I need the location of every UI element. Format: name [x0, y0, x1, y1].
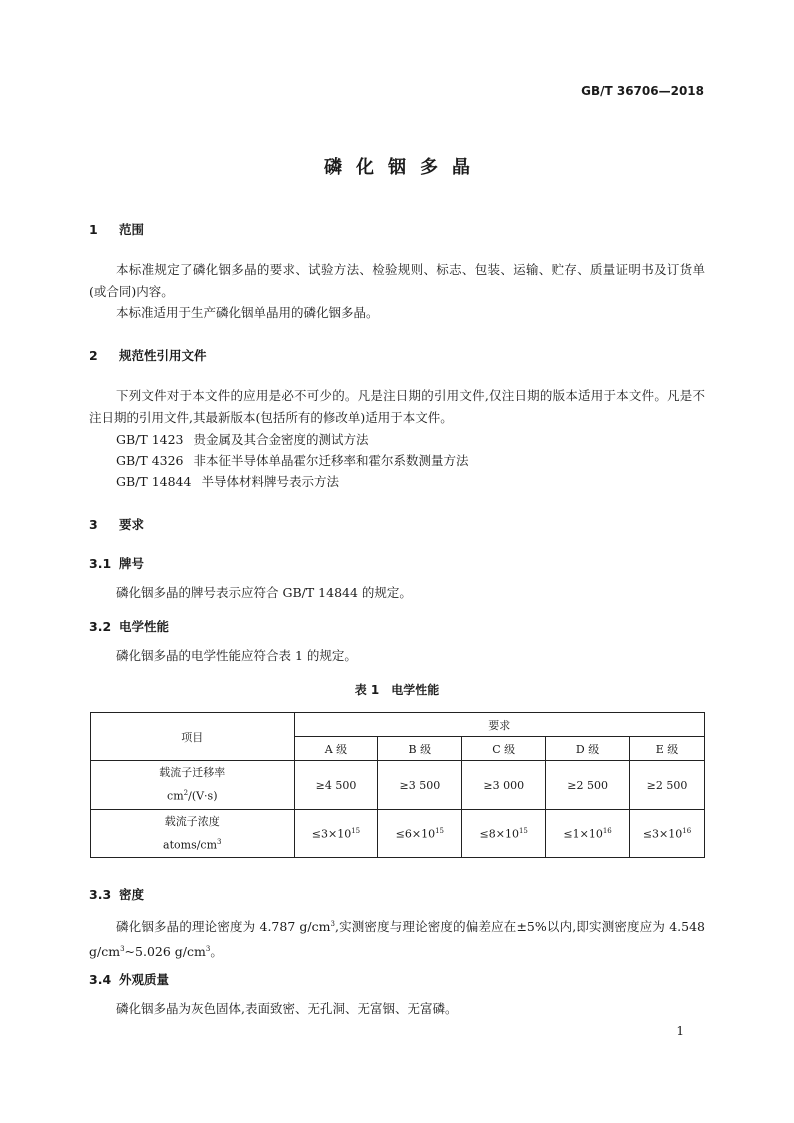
grade-header: A 级 — [294, 737, 378, 761]
value-cell: $\le 3\times 10^{16}$ — [630, 810, 705, 858]
standard-code: GB/T 36706—2018 — [581, 84, 704, 98]
section-title: 要求 — [119, 517, 145, 532]
section-3-2-heading — [89, 617, 169, 635]
paragraph: 磷化铟多晶为灰色固体,表面致密、无孔洞、无富铟、无富磷。 — [116, 1001, 458, 1016]
value-cell: $\le 1\times 10^{16}$ — [546, 810, 630, 858]
section-title: 范围 — [119, 222, 145, 237]
table-row — [91, 761, 705, 810]
section-3-1-heading — [89, 554, 144, 572]
section-title: 电学性能 — [119, 619, 170, 634]
value-cell: ≥3 500 — [378, 761, 462, 810]
section-2-heading — [89, 346, 207, 364]
reference-item — [116, 451, 469, 469]
value-cell: ≥2 500 — [546, 761, 630, 810]
paragraph: 下列文件对于本文件的应用是必不可少的。凡是注日期的引用文件,仅注日期的版本适用于本文件。凡是不注日期的引用文件,其最新版本(包括所有的修改单)适用于本文件。 — [89, 388, 705, 425]
reference-code: GB/T 1423 — [116, 432, 184, 447]
paragraph: 本标准规定了磷化铟多晶的要求、试验方法、检验规则、标志、包装、运输、贮存、质量证明书及订货单(或合同)内容。 — [89, 262, 705, 299]
section-number: 3.4 — [89, 972, 112, 987]
table-caption: 表 1 电学性能 — [354, 683, 440, 697]
reference-item — [116, 430, 369, 448]
document-title: 磷化铟多晶 — [324, 157, 484, 178]
row-label-cell — [91, 810, 295, 858]
value-cell: ≥4 500 — [294, 761, 378, 810]
section-number: 3 — [89, 517, 98, 532]
electrical-properties-table — [90, 712, 705, 858]
grade-header: E 级 — [630, 737, 705, 761]
grade-header: C 级 — [462, 737, 546, 761]
reference-title: 非本征半导体单晶霍尔迁移率和霍尔系数测量方法 — [193, 453, 469, 468]
section-number: 1 — [89, 222, 98, 237]
table-header-requirement: 要求 — [294, 713, 704, 737]
reference-title: 半导体材料牌号表示方法 — [201, 474, 339, 489]
grade-header: D 级 — [546, 737, 630, 761]
section-1-heading — [89, 220, 144, 238]
section-title: 规范性引用文件 — [119, 348, 207, 363]
value-cell: $\le 3\times 10^{15}$ — [294, 810, 378, 858]
grade-header: B 级 — [378, 737, 462, 761]
value-cell: $\le 6\times 10^{15}$ — [378, 810, 462, 858]
section-3-3-heading — [89, 885, 144, 903]
section-title: 密度 — [119, 887, 145, 902]
page-number: 1 — [676, 1024, 684, 1038]
section-3-heading — [89, 515, 144, 533]
table-header-item: 项目 — [91, 713, 295, 761]
value-cell: ≥2 500 — [630, 761, 705, 810]
value-cell: ≥3 000 — [462, 761, 546, 810]
row-unit: atoms/$cm^3$ — [163, 837, 222, 852]
reference-code: GB/T 14844 — [116, 474, 192, 489]
section-title: 牌号 — [119, 556, 145, 571]
table-row — [91, 810, 705, 858]
paragraph: 磷化铟多晶的电学性能应符合表 1 的规定。 — [116, 648, 357, 663]
row-unit: $cm^2/(V\cdot s)$ — [167, 789, 218, 803]
row-label: 载流子浓度 — [164, 814, 220, 828]
value-cell: $\le 8\times 10^{15}$ — [462, 810, 546, 858]
reference-item — [116, 472, 339, 490]
paragraph: 磷化铟多晶的牌号表示应符合 GB/T 14844 的规定。 — [116, 585, 412, 600]
section-number: 3.1 — [89, 556, 112, 571]
row-label-cell — [91, 761, 295, 810]
section-number: 3.2 — [89, 619, 112, 634]
paragraph: 磷化铟多晶的理论密度为 4.787 $g/cm^3$,实测密度与理论密度的偏差应在±5%以内,即实测密度应为 4.548 $g/cm^3\sim 5.026$ $g/cm^3$。 — [89, 919, 705, 960]
row-label: 载流子迁移率 — [159, 766, 226, 780]
reference-title: 贵金属及其合金密度的测试方法 — [193, 432, 369, 447]
section-title: 外观质量 — [119, 972, 170, 987]
section-number: 3.3 — [89, 887, 112, 902]
reference-code: GB/T 4326 — [116, 453, 184, 468]
section-3-4-heading — [89, 970, 169, 988]
paragraph: 本标准适用于生产磷化铟单晶用的磷化铟多晶。 — [116, 305, 379, 320]
section-number: 2 — [89, 348, 98, 363]
